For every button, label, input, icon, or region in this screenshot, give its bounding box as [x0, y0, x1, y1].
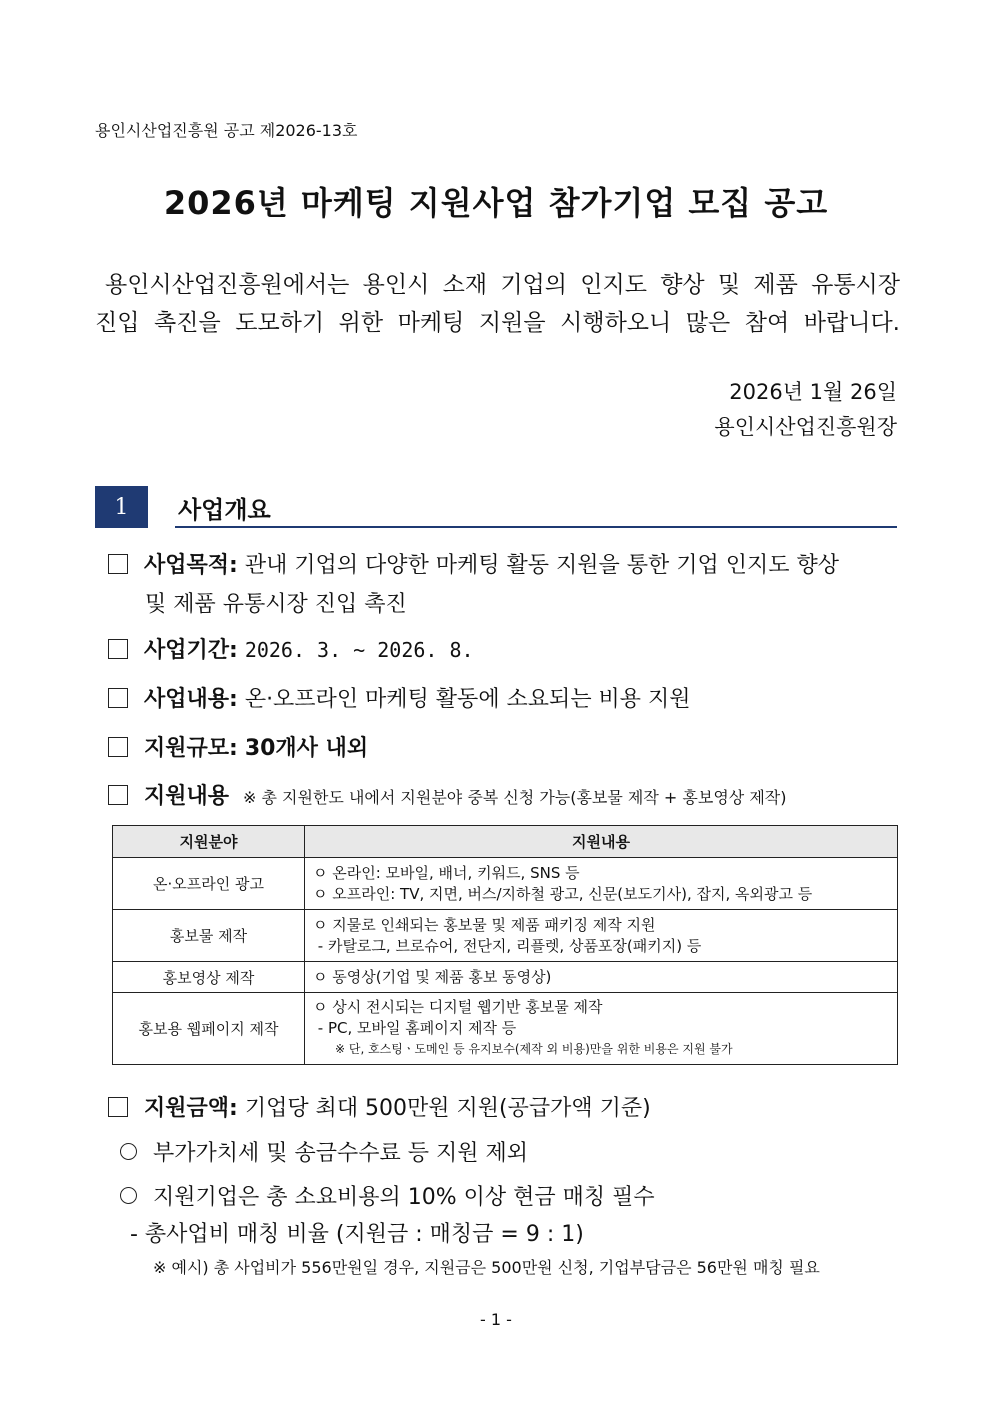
table-cell-category: 홍보물 제작	[113, 910, 305, 962]
table-header-content: 지원내용	[305, 826, 898, 858]
amount-sub-2	[120, 1180, 655, 1211]
table-cell-category: 홍보영상 제작	[113, 962, 305, 993]
period-text: 2026. 3. ~ 2026. 8.	[244, 638, 474, 662]
table-row	[113, 962, 898, 993]
table-cell-category: 홍보용 웹페이지 제작	[113, 993, 305, 1065]
amount-sub-1	[120, 1136, 528, 1167]
amount-sub-2-text: 지원기업은 총 소요비용의 10% 이상 현금 매칭 필수	[153, 1185, 655, 1210]
table-line: ㅇ 동영상(기업 및 제품 홍보 동영상)	[313, 967, 552, 986]
section-number-badge: 1	[95, 486, 148, 528]
support-note: ※ 총 지원한도 내에서 지원분야 중복 신청 가능(홍보물 제작 + 홍보영상 제작)	[243, 788, 787, 807]
table-cell-content	[305, 910, 898, 962]
support-label: 지원내용	[144, 784, 230, 809]
table-cell-content	[305, 962, 898, 993]
checkbox-square-icon	[108, 688, 128, 708]
section-underline	[175, 526, 897, 528]
document-number: 용인시산업진흥원 공고 제2026-13호	[95, 121, 358, 140]
circle-bullet-icon	[120, 1143, 137, 1160]
support-content-item	[108, 779, 786, 810]
issuer-name: 용인시산업진흥원장	[714, 415, 897, 439]
period-label: 사업기간:	[144, 638, 238, 663]
section-title: 사업개요	[178, 496, 271, 524]
table-row	[113, 993, 898, 1065]
purpose-text: 관내 기업의 다양한 마케팅 활동 지원을 통한 기업 인지도 향상	[244, 553, 840, 578]
amount-text: 기업당 최대 500만원 지원(공급가액 기준)	[244, 1096, 651, 1121]
amount-label: 지원금액:	[144, 1096, 238, 1121]
purpose-item	[108, 548, 839, 579]
table-note: ※ 단, 호스팅ㆍ도메인 등 유지보수(제작 외 비용)만을 위한 비용은 지원 불가	[335, 1042, 733, 1056]
page-number: - 1 -	[480, 1310, 512, 1329]
table-cell-content	[305, 858, 898, 910]
table-line: ㅇ 오프라인: TV, 지면, 버스/지하철 광고, 신문(보도기사), 잡지, 옥외광고 등	[313, 884, 813, 903]
scale-item	[108, 731, 368, 762]
content-label: 사업내용:	[144, 687, 238, 712]
content-text: 온·오프라인 마케팅 활동에 소요되는 비용 지원	[244, 687, 691, 712]
announcement-date: 2026년 1월 26일	[729, 380, 897, 404]
content-item	[108, 682, 691, 713]
checkbox-square-icon	[108, 785, 128, 805]
table-cell-content	[305, 993, 898, 1065]
intro-paragraph	[95, 266, 900, 342]
circle-bullet-icon	[120, 1187, 137, 1204]
example-note: ※ 예시) 총 사업비가 556만원일 경우, 지원금은 500만원 신청, 기업부담금은 56만원 매칭 필요	[153, 1258, 820, 1277]
intro-line-1: 용인시산업진흥원에서는 용인시 소재 기업의 인지도 향상 및 제품 유통시장	[105, 272, 900, 298]
table-line: ㅇ 온라인: 모바일, 배너, 키워드, SNS 등	[313, 863, 580, 882]
support-table	[112, 825, 898, 1065]
scale-text: 30개사 내외	[244, 736, 369, 761]
page-title: 2026년 마케팅 지원사업 참가기업 모집 공고	[163, 184, 829, 222]
purpose-label: 사업목적:	[144, 553, 238, 578]
table-line: - 카탈로그, 브로슈어, 전단지, 리플렛, 상품포장(패키지) 등	[313, 936, 702, 955]
amount-item	[108, 1091, 651, 1122]
period-item	[108, 633, 474, 664]
scale-label: 지원규모:	[144, 736, 238, 761]
checkbox-square-icon	[108, 639, 128, 659]
table-cell-category: 온·오프라인 광고	[113, 858, 305, 910]
purpose-continuation: 및 제품 유통시장 진입 촉진	[145, 592, 407, 617]
table-row	[113, 910, 898, 962]
table-row	[113, 858, 898, 910]
table-line: ㅇ 지물로 인쇄되는 홍보물 및 제품 패키징 제작 지원	[313, 915, 656, 934]
checkbox-square-icon	[108, 554, 128, 574]
table-header-category: 지원분야	[113, 826, 305, 858]
checkbox-square-icon	[108, 1097, 128, 1117]
matching-ratio: - 총사업비 매칭 비율 (지원금 : 매칭금 = 9 : 1)	[130, 1222, 584, 1247]
checkbox-square-icon	[108, 737, 128, 757]
intro-line-2: 진입 촉진을 도모하기 위한 마케팅 지원을 시행하오니 많은 참여 바랍니다.	[95, 310, 900, 336]
table-line: - PC, 모바일 홈페이지 제작 등	[313, 1019, 517, 1037]
table-header-row	[113, 826, 898, 858]
table-line: ㅇ 상시 전시되는 디지털 웹기반 홍보물 제작	[313, 998, 603, 1016]
amount-sub-1-text: 부가가치세 및 송금수수료 등 지원 제외	[153, 1141, 528, 1166]
